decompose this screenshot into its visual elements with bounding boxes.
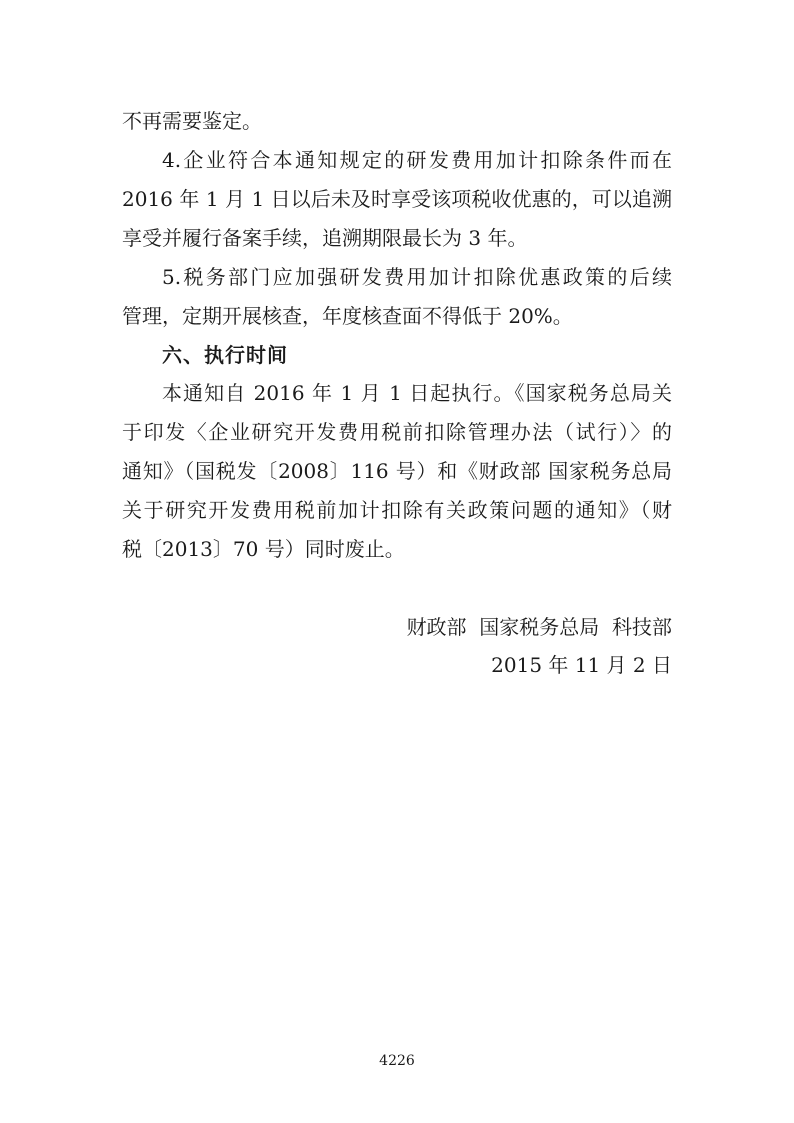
signature-issuers: 财政部 国家税务总局 科技部 (406, 615, 672, 639)
paragraph-line: 5.税务部门应加强研发费用加计扣除优惠政策的后续 (162, 265, 672, 289)
paragraph-line: 2016 年 1 月 1 日以后未及时享受该项税收优惠的，可以追溯 (122, 187, 672, 211)
paragraph-line: 税〔2013〕70 号）同时废止。 (122, 537, 405, 561)
paragraph-line: 4.企业符合本通知规定的研发费用加计扣除条件而在 (162, 148, 672, 172)
paragraph-line: 关于研究开发费用税前加计扣除有关政策问题的通知》（财 (122, 498, 672, 522)
signature-date: 2015 年 11 月 2 日 (491, 653, 672, 677)
paragraph-line: 管理，定期开展核查，年度核查面不得低于 20%。 (122, 304, 573, 328)
page-number: 4226 (379, 1053, 415, 1069)
paragraph-line: 不再需要鉴定。 (122, 109, 262, 133)
paragraph-line: 通知》（国税发〔2008〕116 号）和《财政部 国家税务总局 (122, 459, 672, 483)
paragraph-line: 享受并履行备案手续，追溯期限最长为 3 年。 (122, 226, 528, 250)
section-heading: 六、执行时间 (162, 343, 288, 367)
paragraph-line: 本通知自 2016 年 1 月 1 日起执行。《国家税务总局关 (162, 381, 672, 405)
paragraph-line: 于印发〈企业研究开发费用税前扣除管理办法（试行）〉的 (122, 420, 672, 444)
